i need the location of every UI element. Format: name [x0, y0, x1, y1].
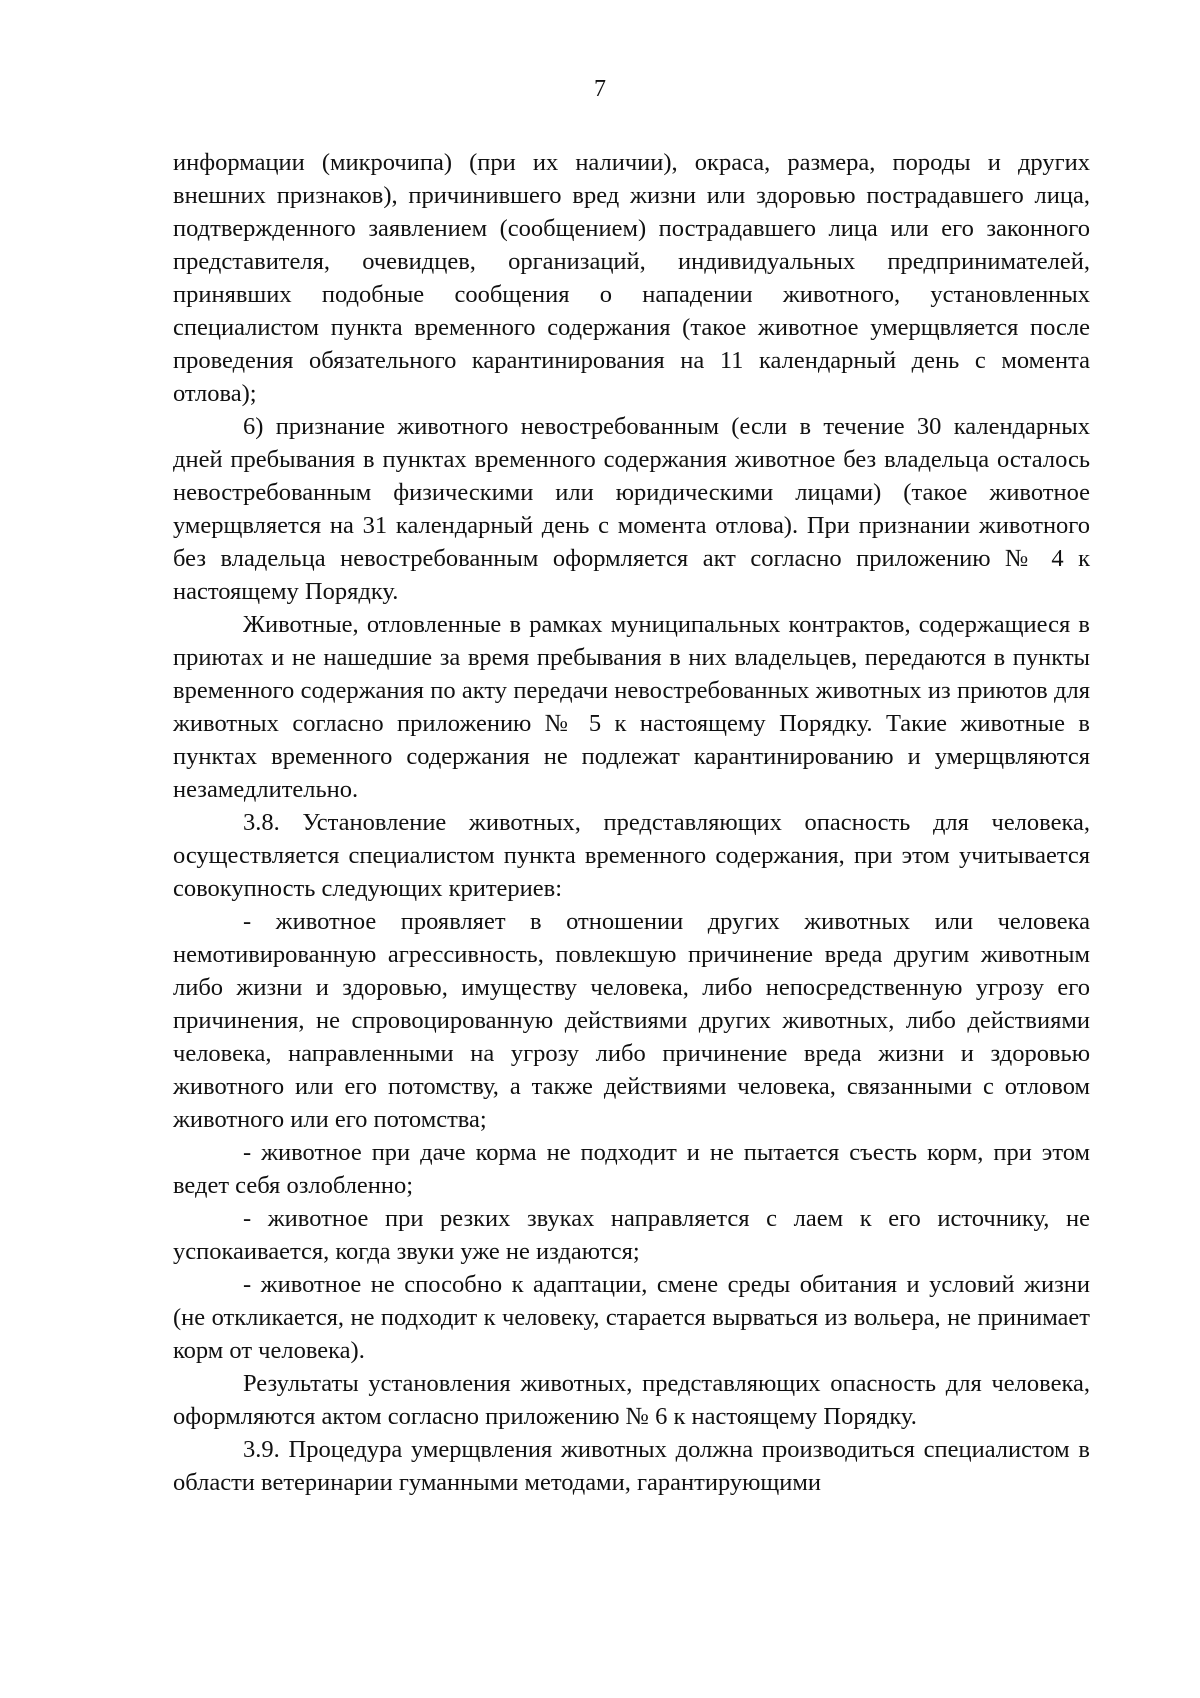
page-number: 7	[594, 76, 606, 102]
paragraph-continuation: информации (микрочипа) (при их наличии), окраса, размера, породы и других внешних признаков), причинившего вред жизни или здоровью пострадавшего лица, подтвержденного заявлением (сообщением) пострадавшего лица или его законного представителя, очевидцев, организаций, индивидуальных предпринимателей, принявших подобные сообщения о нападении животного, установленных специалистом пункта временного содержания (такое животное умерщвляется после проведения обязательного карантинирования на 11 календарный день с момента отлова);	[173, 149, 1090, 407]
paragraph-section-3-9: 3.9. Процедура умерщвления животных должна производиться специалистом в области ветеринарии гуманными методами, гарантирующими	[173, 1436, 1090, 1496]
paragraph-section-3-8: 3.8. Установление животных, представляющих опасность для человека, осуществляется специалистом пункта временного содержания, при этом учитывается совокупность следующих критериев:	[173, 809, 1090, 902]
criterion-sounds: - животное при резких звуках направляется с лаем к его источнику, не успокаивается, когда звуки уже не издаются;	[173, 1205, 1090, 1265]
paragraph-results-act: Результаты установления животных, представляющих опасность для человека, оформляются актом согласно приложению № 6 к настоящему Порядку.	[173, 1370, 1090, 1430]
criterion-feeding: - животное при даче корма не подходит и не пытается съесть корм, при этом ведет себя озлобленно;	[173, 1139, 1090, 1199]
paragraph-item-6: 6) признание животного невостребованным (если в течение 30 календарных дней пребывания в пунктах временного содержания животное без владельца осталось невостребованным физическими или юридическими лицами) (такое животное умерщвляется на 31 календарный день с момента отлова). При признании животного без владельца невостребованным оформляется акт согласно приложению № 4 к настоящему Порядку.	[173, 413, 1090, 605]
document-body	[173, 146, 1090, 1499]
paragraph-shelter-animals: Животные, отловленные в рамках муниципальных контрактов, содержащиеся в приютах и не нашедшие за время пребывания в них владельцев, передаются в пункты временного содержания по акту передачи невостребованных животных из приютов для животных согласно приложению № 5 к настоящему Порядку. Такие животные в пунктах временного содержания не подлежат карантинированию и умерщвляются незамедлительно.	[173, 611, 1090, 803]
criterion-adaptation: - животное не способно к адаптации, смене среды обитания и условий жизни (не откликается, не подходит к человеку, старается вырваться из вольера, не принимает корм от человека).	[173, 1271, 1090, 1364]
criterion-aggression: - животное проявляет в отношении других животных или человека немотивированную агрессивность, повлекшую причинение вреда другим животным либо жизни и здоровью, имуществу человека, либо непосредственную угрозу его причинения, не спровоцированную действиями других животных, либо действиями человека, направленными на угрозу либо причинение вреда жизни и здоровью животного или его потомству, а также действиями человека, связанными с отловом животного или его потомства;	[173, 908, 1090, 1133]
